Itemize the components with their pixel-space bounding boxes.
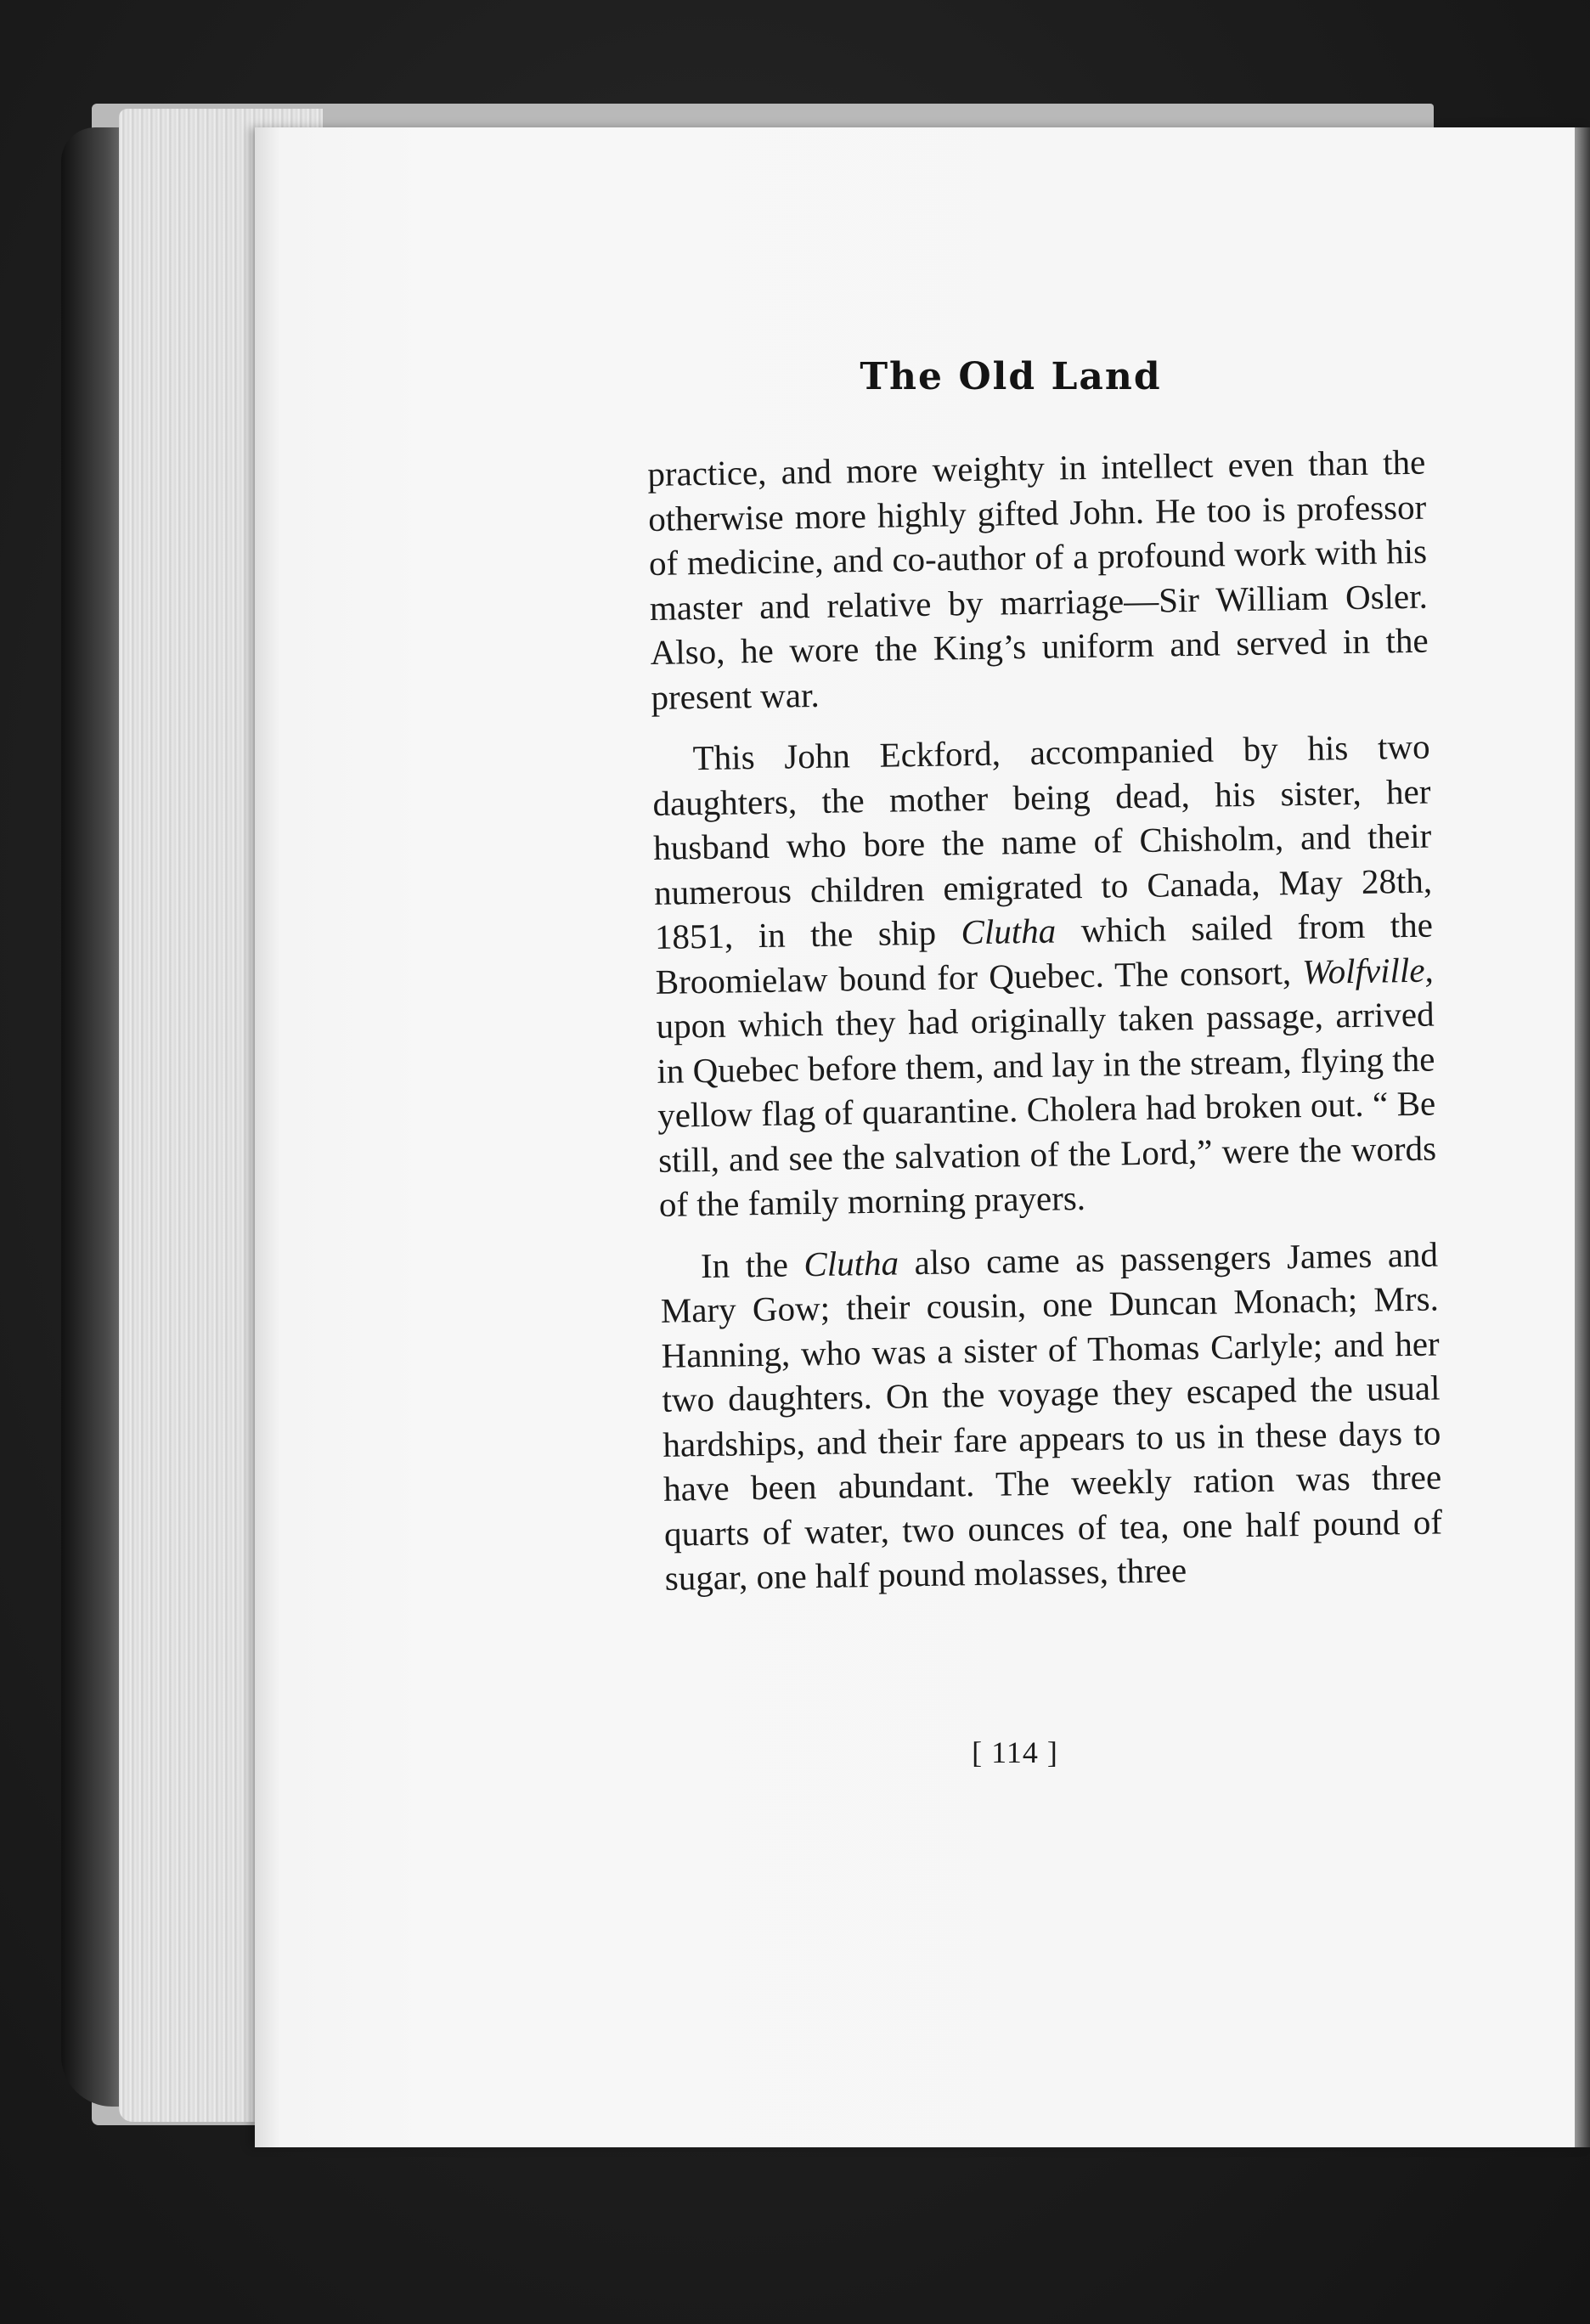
facing-page-edge xyxy=(1575,127,1590,2147)
text-run: upon which they had originally taken passage, arrived in Quebec before them, and lay in the stream, flying the yellow flag of quarantine. Cholera had broken out. “ Be still, and see the salvation of the Lord,” were the words of the family morning prayers. xyxy=(656,994,1437,1224)
body-text xyxy=(647,440,1443,1618)
page-number: [ 114 ] xyxy=(972,1735,1058,1769)
paragraph-3 xyxy=(660,1232,1443,1600)
text-run: which sailed from the Broomielaw bound for Quebec. The consort, xyxy=(655,905,1434,1001)
running-head: The Old Land xyxy=(860,355,1162,398)
text-run: In the xyxy=(700,1244,804,1285)
paragraph-2 xyxy=(651,725,1437,1227)
paragraph-1 xyxy=(647,440,1429,719)
text-run: practice, and more weighty in intellect even than the otherwise more highly gifted John. He too is professor of medicine, and co-author of a profound work with his master and relative by marriage—Sir William Osler. Also, he wore the King’s uniform and served in the present war. xyxy=(647,442,1429,717)
italic-ship-name: Wolfville, xyxy=(1301,950,1435,991)
text-run: also came as passengers James and Mary Gow; their cousin, one Duncan Monach; Mrs. Hanning, who was a sister of Thomas Carlyle; and her two daughters. On the voyage they escaped the usual hardships, and their fare appears to us in these days to have been abundant. The weekly ration was three quarts of water, two ounces of tea, one half pound of sugar, one half pound molasses, three xyxy=(660,1233,1443,1598)
italic-ship-name: Clutha xyxy=(961,911,1057,952)
text-run: This John Eckford, accompanied by his two daughters, the mother being dead, his sister, her husband who bore the name of Chisholm, and their numerous children emigrated to Canada, May 28th, 1851, in the ship xyxy=(652,726,1433,956)
italic-ship-name: Clutha xyxy=(803,1242,899,1283)
